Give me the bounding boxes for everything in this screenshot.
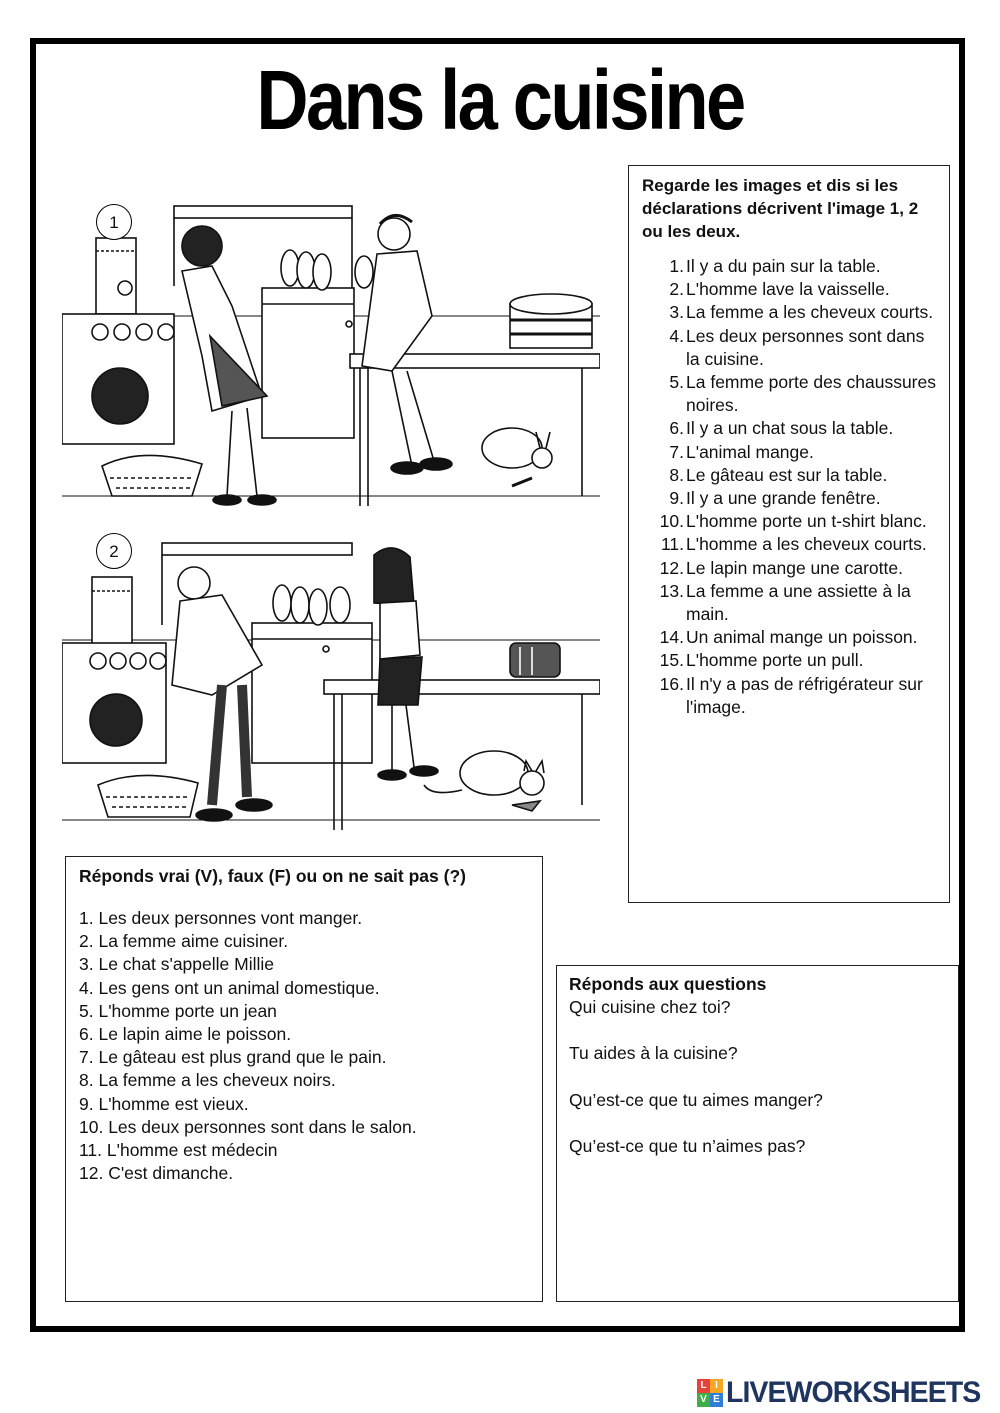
statement-number: 14.: [659, 627, 684, 648]
statement-item: [642, 510, 937, 533]
question-item: Tu aides à la cuisine?: [569, 1043, 738, 1064]
statement-text: Il y a du pain sur la table.: [686, 256, 881, 276]
liveworksheets-wordmark: LIVEWORKSHEETS: [726, 1376, 981, 1409]
true-false-item: 3. Le chat s'appelle Millie: [79, 954, 274, 975]
kitchen-illustration-2: [62, 535, 600, 838]
statement-number: 2.: [669, 279, 684, 300]
true-false-item: 6. Le lapin aime le poisson.: [79, 1024, 292, 1045]
statement-text: Le lapin mange une carotte.: [686, 557, 903, 578]
questions-list: [569, 996, 946, 1158]
questions-heading: Réponds aux questions: [569, 974, 767, 994]
badge-letter: E: [710, 1393, 723, 1407]
statement-text: Un animal mange un poisson.: [686, 627, 918, 648]
statement-text: L'homme porte un t-shirt blanc.: [686, 511, 927, 532]
kitchen-illustration-1: [62, 196, 600, 522]
true-false-item: 2. La femme aime cuisiner.: [79, 931, 289, 952]
statement-item: [642, 626, 937, 649]
liveworksheets-logo[interactable]: [697, 1377, 994, 1409]
statement-number: 9.: [669, 488, 684, 509]
statements-box: [628, 165, 950, 903]
statement-number: 10.: [659, 511, 684, 532]
picture-number-2: 2: [96, 533, 132, 569]
statement-number: 13.: [659, 580, 684, 601]
question-item: Qu’est-ce que tu n’aimes pas?: [569, 1136, 806, 1157]
statement-number: 15.: [659, 650, 684, 671]
statement-item: [642, 417, 937, 440]
statement-number: 8.: [669, 464, 684, 485]
true-false-item: 1. Les deux personnes vont manger.: [79, 908, 363, 928]
statement-number: 7.: [669, 441, 684, 462]
statement-text: Il y a une grande fenêtre.: [686, 488, 881, 509]
questions-box: [556, 965, 959, 1302]
question-item: Qu’est-ce que tu aimes manger?: [569, 1089, 823, 1110]
statement-item: [642, 487, 937, 510]
true-false-item: 9. L'homme est vieux.: [79, 1093, 249, 1114]
statement-item: [642, 441, 937, 464]
picture-number-1: 1: [96, 204, 132, 240]
true-false-item: 8. La femme a les cheveux noirs.: [79, 1070, 336, 1091]
statement-number: 5.: [669, 372, 684, 393]
true-false-item: 7. Le gâteau est plus grand que le pain.: [79, 1047, 387, 1068]
statement-number: 1.: [669, 256, 684, 276]
statement-text: La femme porte des chaussures noires.: [686, 372, 936, 416]
statement-text: Il y a un chat sous la table.: [686, 418, 894, 439]
statement-number: 3.: [669, 302, 684, 323]
statement-number: 16.: [659, 673, 684, 694]
statement-item: [642, 301, 937, 324]
statement-text: L'homme a les cheveux courts.: [686, 534, 927, 555]
statement-text: L'homme porte un pull.: [686, 650, 864, 671]
statement-number: 6.: [669, 418, 684, 439]
true-false-item: 12. C'est dimanche.: [79, 1163, 234, 1184]
statement-text: Les deux personnes sont dans la cuisine.: [686, 325, 925, 369]
statement-item: [642, 325, 937, 371]
statement-text: La femme a les cheveux courts.: [686, 302, 934, 323]
statement-item: [642, 255, 937, 278]
true-false-item: 4. Les gens ont un animal domestique.: [79, 977, 380, 998]
statement-number: 11.: [660, 534, 684, 555]
badge-letter: V: [697, 1393, 710, 1407]
badge-letter: L: [697, 1379, 710, 1393]
statements-list: [642, 255, 937, 719]
statement-item: [642, 371, 937, 417]
true-false-instruction: Réponds vrai (V), faux (F) ou on ne sait pas (?): [79, 866, 466, 886]
statement-item: [642, 533, 937, 556]
statement-number: 4.: [669, 325, 684, 346]
statement-item: [642, 649, 937, 672]
statement-number: 12.: [659, 557, 684, 578]
statement-item: [642, 673, 937, 719]
kitchen-scene-1-drawing: [62, 196, 600, 522]
question-item: Qui cuisine chez toi?: [569, 997, 731, 1017]
statement-item: [642, 278, 937, 301]
statement-text: L'homme lave la vaisselle.: [686, 279, 890, 300]
badge-letter: I: [710, 1379, 723, 1393]
statement-text: Il n'y a pas de réfrigérateur sur l'image.: [686, 673, 923, 717]
statement-item: [642, 557, 937, 580]
kitchen-scene-2-drawing: [62, 535, 600, 838]
statement-text: L'animal mange.: [686, 441, 814, 462]
statements-instruction: Regarde les images et dis si les déclarations décrivent l'image 1, 2 ou les deux.: [642, 176, 919, 241]
statement-text: La femme a une assiette à la main.: [686, 580, 911, 625]
true-false-box: [65, 856, 543, 1302]
statement-text: Le gâteau est sur la table.: [686, 464, 888, 485]
liveworksheets-badge-icon: [697, 1379, 723, 1407]
worksheet-title: Dans la cuisine: [256, 53, 744, 147]
true-false-item: 11. L'homme est médecin: [79, 1140, 278, 1161]
statement-item: [642, 464, 937, 487]
statement-item: [642, 580, 937, 626]
true-false-item: 10. Les deux personnes sont dans le salon.: [79, 1116, 417, 1137]
true-false-item: 5. L'homme porte un jean: [79, 1000, 277, 1021]
true-false-list: [79, 907, 530, 1185]
